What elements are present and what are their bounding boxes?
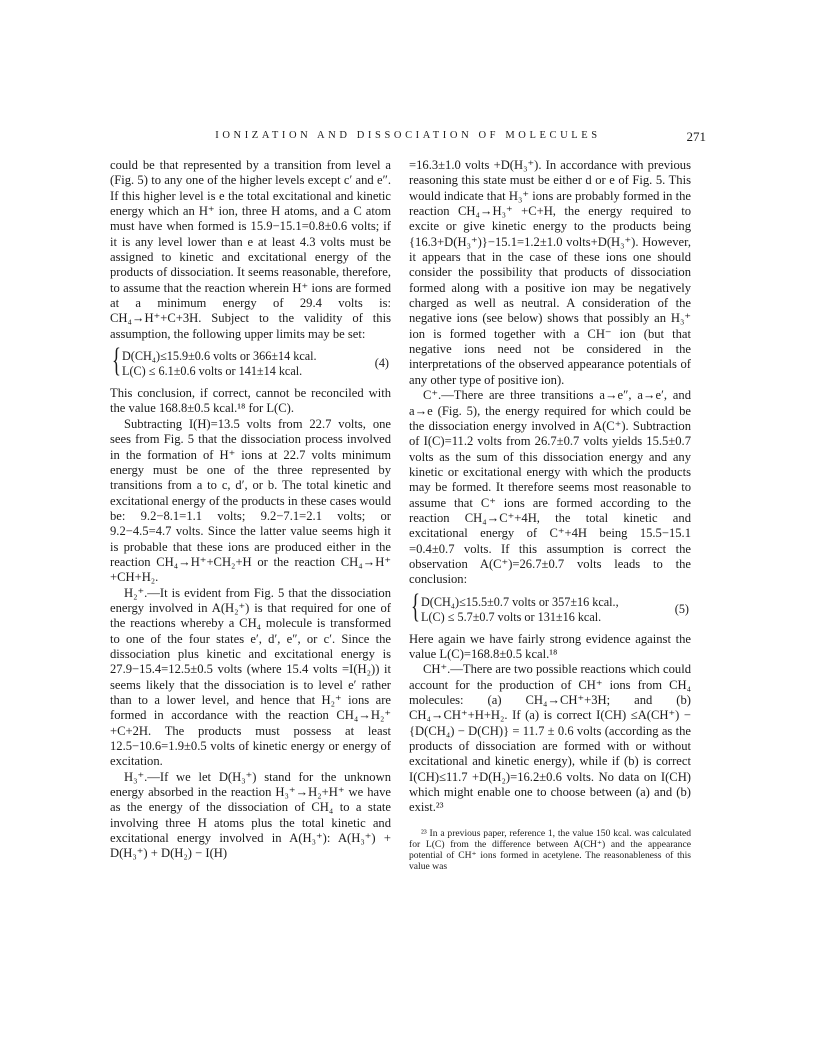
equation-4-line-1: D(CH₄)≤15.9±0.6 volts or 366±14 kcal.	[122, 349, 317, 364]
right-paragraph-cplus: C⁺.—There are three transitions a→e″, a→e′, and a→e (Fig. 5), the energy required for which could be the dissociation energy involved in A(C⁺). Subtraction of I(C)=11.2 volts from 26.7±0.7 volts yields 15.5±0.7 volts as the sum of this dissociation energy and any kinetic or excitational energy with which the products may be formed. It therefore seems most reasonable to assume that C⁺ ions are formed according to the reaction CH₄→C⁺+4H, the total kinetic and excitational energy of C⁺+4H being 15.5−15.1 =0.4±0.7 volts. If this assumption is correct the observation A(C⁺)=26.7±0.7 volts leads to the conclusion:	[409, 388, 691, 587]
equation-4-brace: {	[112, 342, 121, 380]
running-title: IONIZATION AND DISSOCIATION OF MOLECULES	[215, 130, 601, 141]
left-paragraph-3: Subtracting I(H)=13.5 volts from 22.7 volts, one sees from Fig. 5 that the dissociation process involved in the formation of H⁺ ions at 22.7 volts minimum energy must be one of the three represented by transitions from a to c, d′, or b. The total kinetic and excitational energy of the products in these cases would be: 9.2−8.1=1.1 volts; 9.2−7.1=2.1 volts; or 9.2−4.5=4.7 volts. Since the latter value seems high it is probable that these ions are produced either in the reaction CH₄→H⁺+CH₂+H or the reaction CH₄→H⁺ +CH+H₂.	[110, 416, 391, 585]
equation-5-line-2: L(C) ≤ 5.7±0.7 volts or 131±16 kcal.	[421, 609, 602, 624]
equation-4-line-2: L(C) ≤ 6.1±0.6 volts or 141±14 kcal.	[122, 364, 303, 379]
right-paragraph-chplus: CH⁺.—There are two possible reactions which could account for the production of CH⁺ ions from CH₄ molecules: (a) CH₄→CH⁺+3H; and (b) CH₄→CH⁺+H+H₂. If (a) is correct I(CH) ≤A(CH⁺) − {D(CH₄) − D(CH)} = 11.7 ± 0.6 volts (according as the products of dissociation are formed with or without excitational and kinetic energy), while if (b) is correct I(CH)≤11.7 +D(H₂)=16.2±0.6 volts. No data on I(CH) which might enable one to choose between (a) and (b) exist.²³	[409, 662, 691, 815]
right-paragraph-3: Here again we have fairly strong evidence against the value L(C)=168.8±0.5 kcal.¹⁸	[409, 631, 691, 661]
left-column	[110, 158, 391, 862]
left-paragraph-h3plus: H₃⁺.—If we let D(H₃⁺) stand for the unknown energy absorbed in the reaction H₃⁺→H₂+H⁺ we have as the energy of the dissociation of CH₄ to a state involving three H atoms plus the total kinetic and excitational energy involved in A(H₃⁺): A(H₃⁺) + D(H₃⁺) + D(H₂) − I(H)	[110, 769, 391, 861]
footnote-23: ²³ In a previous paper, reference 1, the value 150 kcal. was calculated for L(C) from the difference between A(CH⁺) and the appearance potential of CH⁺ ions formed in acetylene. The reasonableness of this value was	[409, 827, 691, 872]
equation-5-line-1: D(CH₄)≤15.5±0.7 volts or 357±16 kcal.,	[421, 594, 619, 609]
equation-5	[409, 587, 691, 627]
left-paragraph-1: could be that represented by a transition from level a (Fig. 5) to any one of the higher levels except c′ and e″. If this higher level is e the total excitational and kinetic energy which an H⁺ ion, three H atoms, and a C atom must have when formed is 15.9−15.1=0.8±0.6 volts; if it is any level lower than e at least 4.3 volts must be assigned to kinetic and excitational energy of the products of dissociation. It seems reasonable, therefore, to assume that the reaction wherein H⁺ ions are formed at a minimum energy of 29.4 volts is: CH₄→H⁺+C+3H. Subject to the validity of this assumption, the following upper limits may be set:	[110, 158, 391, 341]
left-paragraph-h2plus: H₂⁺.—It is evident from Fig. 5 that the dissociation energy involved in A(H₂⁺) is that required for one of the reactions whereby a CH₄ molecule is transformed to one of the four states e′, d′, e″, or c′. Since the dissociation plus kinetic and excitational energy is 27.9−15.4=12.5±0.5 volts (where 15.4 volts =I(H₂)) it seems likely that the dissociation is to level e′ rather than to a lower level, and hence that H₂⁺ ions are formed in accordance with the reaction CH₄→H₂⁺ +C+2H. The products must possess at least 12.5−10.6=1.9±0.5 volts of kinetic energy or energy of excitation.	[110, 585, 391, 769]
equation-4	[110, 342, 391, 381]
page-number: 271	[686, 129, 706, 144]
right-column	[409, 158, 691, 872]
running-header	[110, 129, 706, 145]
footnote-spacer	[409, 816, 691, 828]
left-paragraph-2: This conclusion, if correct, cannot be reconciled with the value 168.8±0.5 kcal.¹⁸ for L(C).	[110, 386, 391, 416]
equation-5-number: (5)	[674, 601, 689, 616]
right-paragraph-1: =16.3±1.0 volts +D(H₃⁺). In accordance with previous reasoning this state must be either d or e of Fig. 5. This would indicate that H₃⁺ ions are probably formed in the reaction CH₄→H₃⁺ +C+H, the energy required to excite or give kinetic energy to the products being {16.3+D(H₃⁺)}−15.1=1.2±1.0 volts+D(H₃⁺). However, it appears that in the case of these ions one should consider the possibility that products of dissociation formed along with a positive ion may be negatively charged as well as neutral. A consideration of the negative ions (see below) shows that possibly an H₃⁺ ion is formed together with a CH⁻ ion (but that negative ions need not be considered in the interpretations of the observed appearance potentials of any other type of positive ion).	[409, 158, 691, 387]
equation-5-brace: {	[411, 587, 420, 625]
equation-4-number: (4)	[374, 356, 389, 371]
